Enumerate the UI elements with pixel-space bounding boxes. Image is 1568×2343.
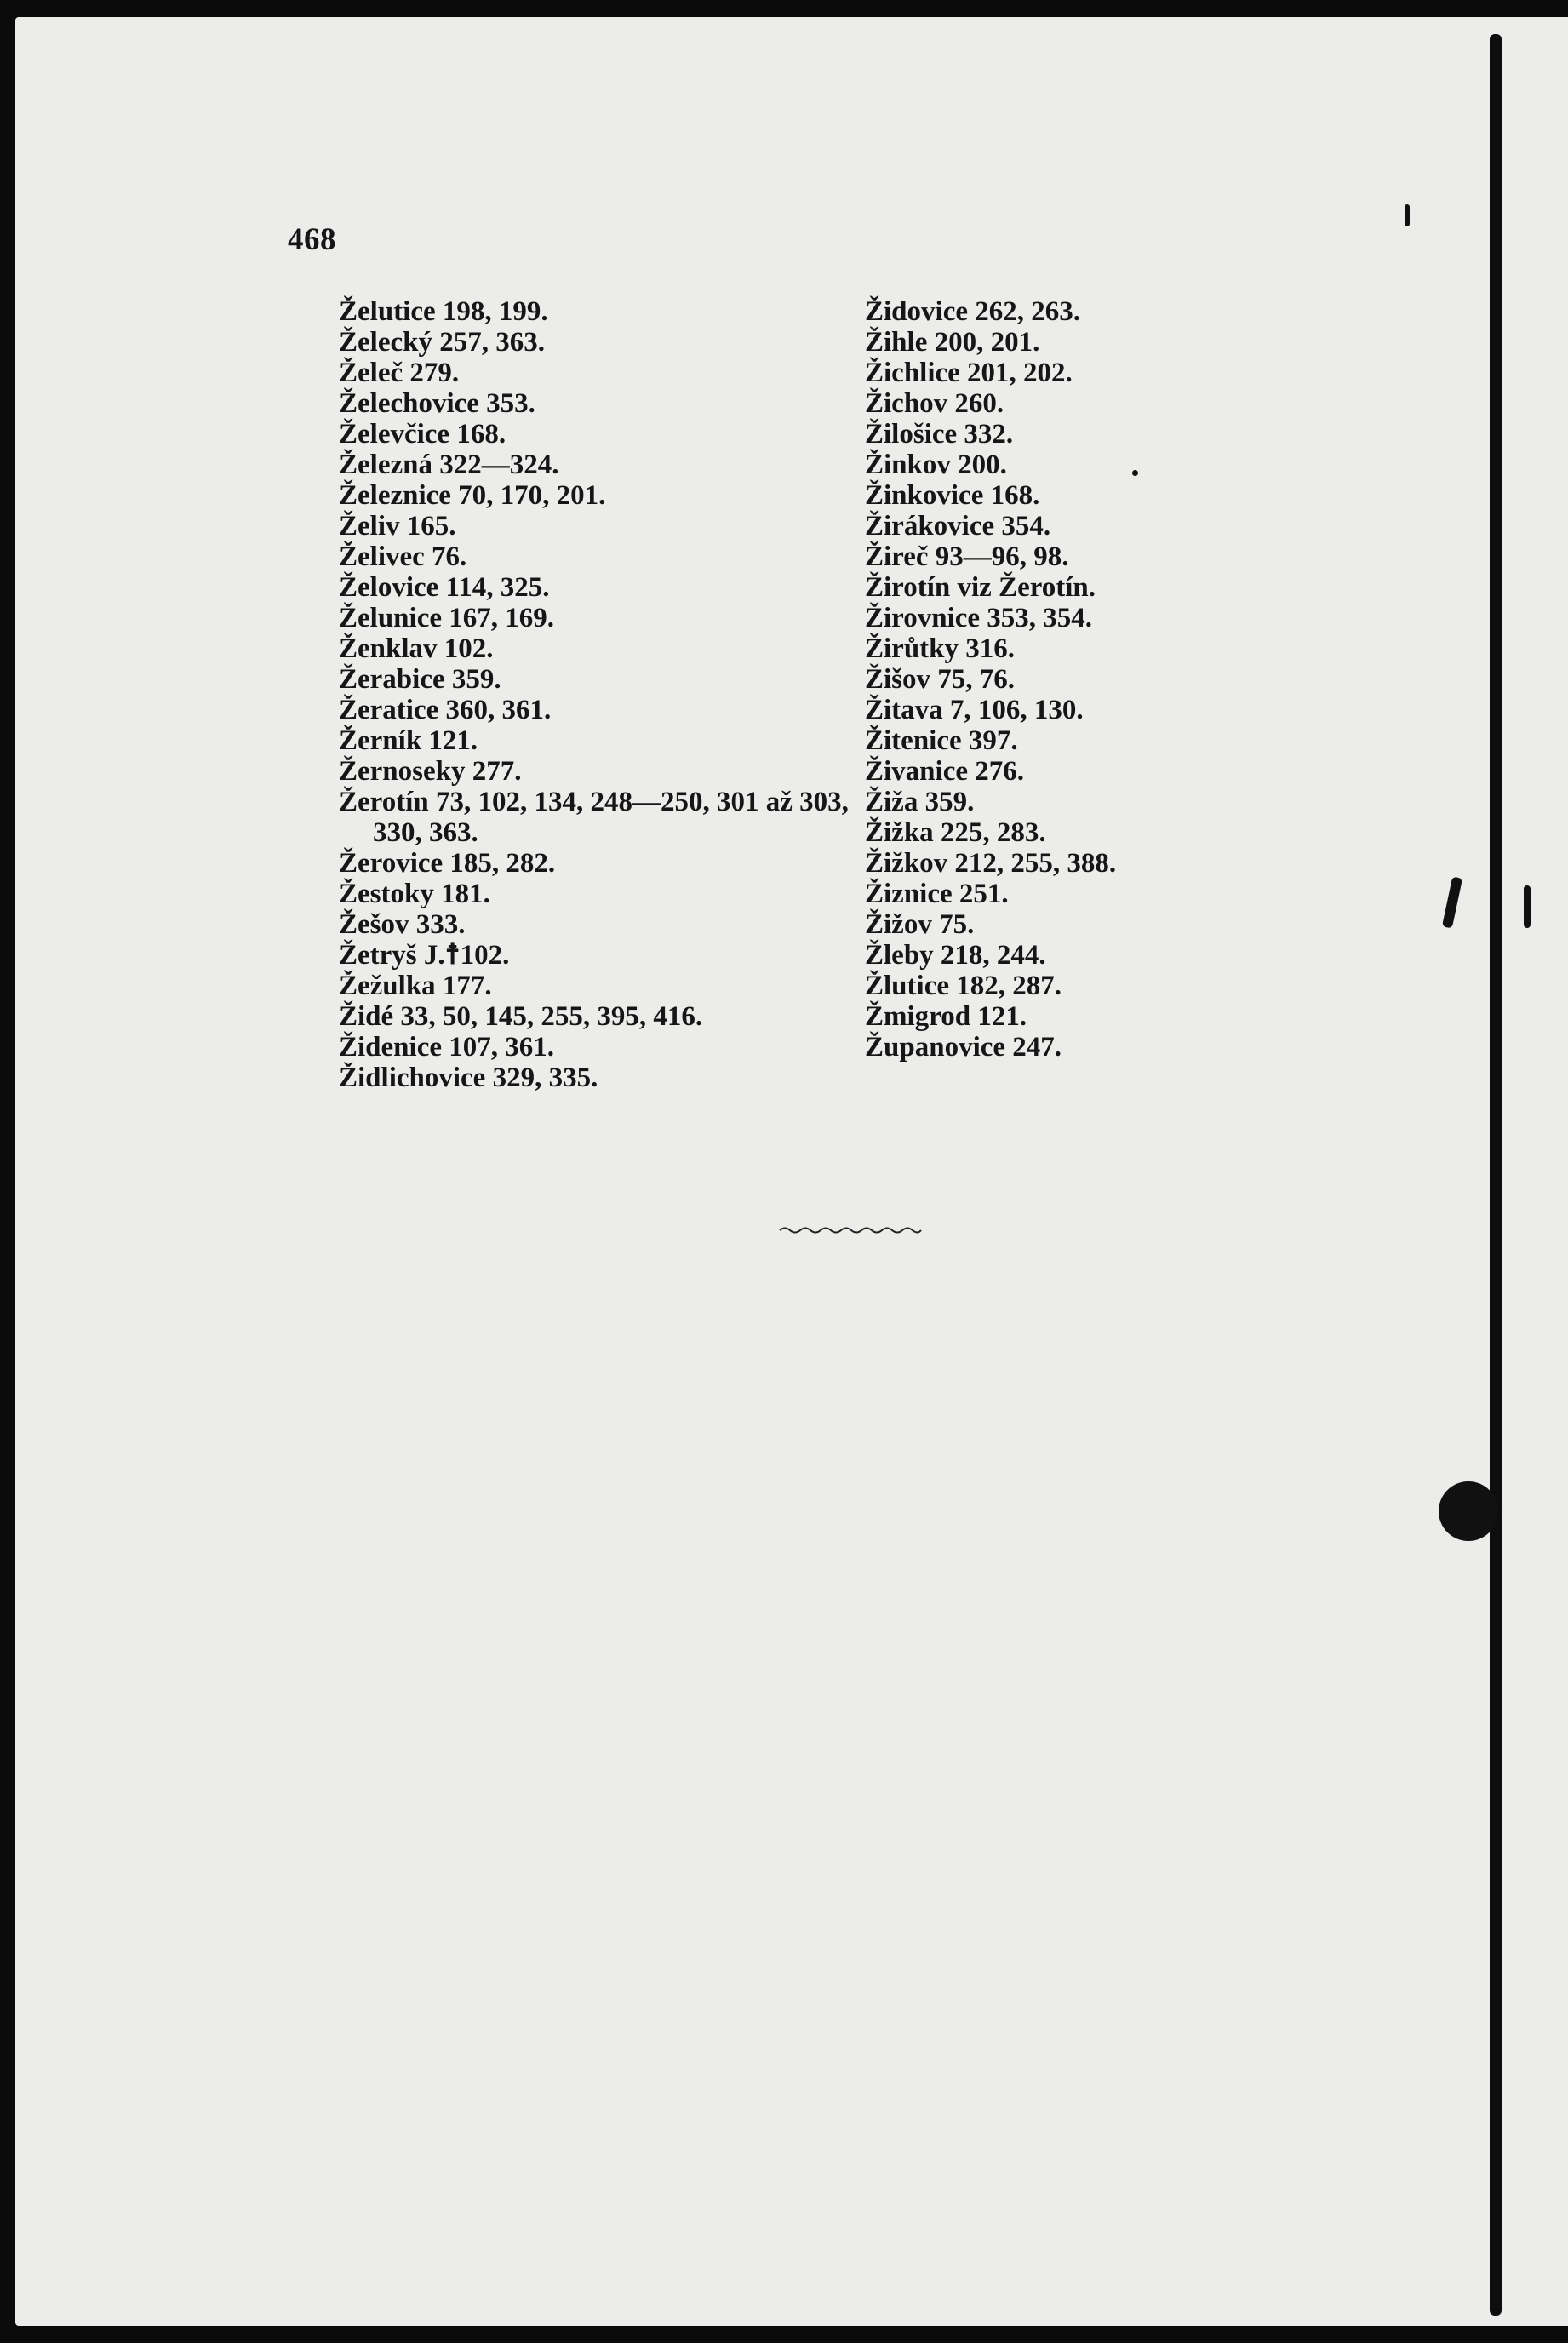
index-entry: Žestoky 181. [339,879,490,909]
index-entry: Želeč 279. [339,358,460,388]
index-column-right [865,296,1342,1063]
index-entry: Židé 33, 50, 145, 255, 395, 416. [339,1001,703,1032]
index-entry: Žichlice 201, 202. [865,358,1073,388]
scan-speck [1439,1481,1498,1541]
scan-speck [1132,470,1138,476]
index-entry: Žeratice 360, 361. [339,695,552,725]
index-entry: Žerník 121. [339,725,478,756]
index-entry: Želunice 167, 169. [339,603,554,633]
index-entry: Železná 322—324. [339,450,559,480]
index-entry: Ženklav 102. [339,633,494,664]
index-entry: Žižkov 212, 255, 388. [865,848,1117,879]
index-entry: Žirůtky 316. [865,633,1016,664]
index-entry: Židlichovice 329, 335. [339,1063,598,1093]
index-entry: Žlutice 182, 287. [865,971,1062,1001]
index-entry: Žižka 225, 283. [865,817,1046,848]
index-entry: Žešov 333. [339,909,466,940]
index-entry: Žmigrod 121. [865,1001,1027,1032]
index-entry: Železnice 70, 170, 201. [339,480,606,511]
index-entry: Želivec 76. [339,541,467,572]
index-entry: Žihle 200, 201. [865,327,1040,358]
index-entry: Želevčice 168. [339,419,506,450]
index-entry: Žišov 75, 76. [865,664,1016,695]
index-entry: Žinkov 200. [865,450,1007,480]
index-entry: Žiznice 251. [865,879,1009,909]
index-entry: Žirákovice 354. [865,511,1051,541]
index-entry: Žitava 7, 106, 130. [865,695,1084,725]
index-entry: Žilošice 332. [865,419,1014,450]
index-entry: Žerotín 73, 102, 134, 248—250, 301 až 303, 330, 363. [339,787,849,848]
index-entry: Žichov 260. [865,388,1004,419]
index-entry: Žireč 93—96, 98. [865,541,1069,572]
index-entry: Želiv 165. [339,511,456,541]
index-entry: Židenice 107, 361. [339,1032,554,1063]
index-entry: Žernoseky 277. [339,756,522,787]
index-entry: Žežulka 177. [339,971,492,1001]
index-entry: Žiža 359. [865,787,975,817]
scan-speck [1405,204,1410,226]
index-entry: Županovice 247. [865,1032,1062,1063]
index-entry: Žitenice 397. [865,725,1018,756]
index-entry: Želecký 257, 363. [339,327,545,358]
index-entry: Želovice 114, 325. [339,572,550,603]
index-entry: Žirotín viz Žerotín. [865,572,1096,603]
scan-speck [1524,885,1531,928]
index-entry: Žerabice 359. [339,664,501,695]
page-number: 468 [288,222,336,257]
binding-shadow [1490,34,1502,2316]
index-entry: Žižov 75. [865,909,975,940]
index-entry: Želechovice 353. [339,388,535,419]
index-entry: Židovice 262, 263. [865,296,1080,327]
index-entry: Žinkovice 168. [865,480,1040,511]
index-entry: Želutice 198, 199. [339,296,548,327]
index-entry: Žirovnice 353, 354. [865,603,1093,633]
index-column-left [339,296,850,1093]
index-entry: Žetryš J.☨102. [339,940,510,971]
end-ornament-icon [778,1224,923,1236]
index-entry: Živanice 276. [865,756,1024,787]
book-page [15,17,1507,2326]
index-entry: Žleby 218, 244. [865,940,1046,971]
index-entry: Žerovice 185, 282. [339,848,556,879]
